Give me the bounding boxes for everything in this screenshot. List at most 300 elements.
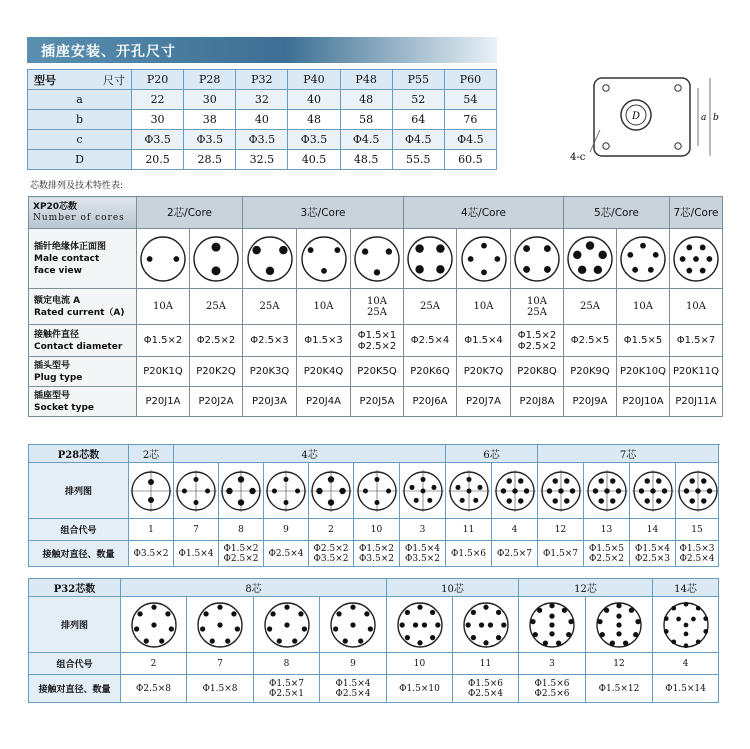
pin-dot <box>193 476 198 481</box>
cell: 20.5 <box>132 150 184 170</box>
diam-cell: Φ1.5×4 <box>174 541 219 567</box>
diam-line: Φ1.5×6 <box>468 678 503 689</box>
pin-dot <box>686 244 692 250</box>
pin-layout <box>519 597 586 653</box>
pin-dot <box>500 488 505 493</box>
p32-row-code: 组合代号 <box>29 653 121 675</box>
pin-dot <box>217 604 222 609</box>
pin-dot <box>435 622 440 627</box>
diam-cell <box>676 541 719 567</box>
socket-cn: 插座型号 <box>34 390 71 401</box>
pin-face-icon <box>355 469 399 513</box>
p32-group: 14芯 <box>653 579 719 597</box>
pin-dot <box>374 500 379 505</box>
xp20-head-row <box>29 197 723 229</box>
cell: 32.5 <box>236 150 288 170</box>
pin-dot <box>506 478 511 483</box>
current-cell: 25A <box>190 289 243 325</box>
pin-layout <box>400 463 446 519</box>
cell: 55.5 <box>392 150 444 170</box>
current-cell: 10A <box>137 289 190 325</box>
cell: 48 <box>340 90 392 110</box>
pin-dot <box>137 611 142 616</box>
pin-dot <box>272 488 277 493</box>
pin-dot <box>459 497 464 502</box>
pin-dot <box>543 640 548 645</box>
pin-layout <box>264 463 309 519</box>
cell: 30 <box>184 90 236 110</box>
pin-dot <box>404 609 409 614</box>
dim-row-d <box>28 150 497 170</box>
diam-cell: Φ1.5×7 <box>670 325 723 357</box>
row-label: b <box>28 110 132 130</box>
diam-line: Φ2.5×4 <box>468 688 503 699</box>
pin-dot <box>165 611 170 616</box>
pin-dot <box>623 640 628 645</box>
diam-cell <box>453 675 519 703</box>
pin-dot <box>470 634 475 639</box>
cell: Φ3.5 <box>236 130 288 150</box>
pin-dot <box>238 476 244 482</box>
pin-dot <box>495 634 500 639</box>
plug-cell: P20K5Q <box>351 357 404 387</box>
pin-dot <box>701 498 706 503</box>
pin-dot <box>656 498 661 503</box>
pin-dot <box>147 256 153 262</box>
pin-dot <box>629 607 634 612</box>
p32-group: 10芯 <box>387 579 519 597</box>
pin-dot <box>549 613 554 618</box>
diam-cell <box>519 675 586 703</box>
current-cell: 10A <box>457 289 511 325</box>
pin-dot <box>523 488 528 493</box>
pin-layout <box>446 463 492 519</box>
pin-face-icon <box>618 234 668 284</box>
pin-dot <box>549 622 554 627</box>
diam-cn: 接触件直径 <box>34 329 80 340</box>
cell: 64 <box>392 110 444 130</box>
diam-line: Φ2.5×3 <box>635 553 671 564</box>
pin-dot <box>562 607 567 612</box>
diam-line: Φ1.5×4 <box>405 543 440 554</box>
row-label-face <box>29 229 137 289</box>
pin-dot <box>616 631 621 636</box>
socket-cell: P20J5A <box>351 387 404 417</box>
code-cell: 12 <box>538 519 584 541</box>
pin-dot <box>374 269 380 275</box>
pin-dot <box>494 256 500 262</box>
pin-layout <box>121 597 187 653</box>
pin-dot <box>328 476 334 482</box>
cell: Φ4.5 <box>444 130 496 150</box>
diam-cell: Φ1.5×3 <box>297 325 351 357</box>
pin-dot <box>586 241 594 249</box>
pin-layout <box>254 597 320 653</box>
current-cell: 10A <box>670 289 723 325</box>
diam-cell <box>630 541 676 567</box>
pin-dot <box>151 604 156 609</box>
current-cell <box>511 289 564 325</box>
diam-line: Φ2.5×1 <box>269 688 304 699</box>
pin-layout <box>653 597 719 653</box>
pin-dot <box>616 613 621 618</box>
plug-cell: P20K4Q <box>297 357 351 387</box>
diam-cell <box>351 325 404 357</box>
diam-cell: Φ1.5×2 <box>137 325 190 357</box>
pin-face-icon <box>138 234 188 284</box>
pin-dot <box>653 251 659 257</box>
p28-head-row <box>29 445 719 463</box>
pin-dot <box>635 619 640 624</box>
group-2core: 2芯/Core <box>137 197 243 229</box>
pin-dot <box>564 478 569 483</box>
p28-group: 6芯 <box>446 445 538 463</box>
row-label: D <box>28 150 132 170</box>
pin-dot <box>415 244 423 252</box>
pin-face-icon <box>676 469 719 513</box>
diam-line: Φ1.5×5 <box>589 543 625 554</box>
diam-cell: Φ2.5×7 <box>492 541 538 567</box>
pin-dot <box>700 267 706 273</box>
dim-row-a <box>28 90 497 110</box>
cell: Φ4.5 <box>392 130 444 150</box>
socket-cell: P20J8A <box>511 387 564 417</box>
diam-line: Φ2.5×4 <box>679 553 715 564</box>
pin-dot <box>483 604 488 609</box>
pin-dot <box>558 488 563 493</box>
pin-dot <box>466 488 471 493</box>
pin-layout <box>309 463 354 519</box>
pin-dot <box>644 498 649 503</box>
current-cell <box>351 289 404 325</box>
diam-cell <box>400 541 446 567</box>
pin-dot <box>638 488 643 493</box>
code-cell: 13 <box>584 519 630 541</box>
pin-dot <box>284 604 289 609</box>
pin-face-icon <box>262 600 312 650</box>
socket-en: Socket type <box>34 402 94 413</box>
pin-dot <box>556 640 561 645</box>
code-cell: 7 <box>187 653 254 675</box>
face-en2: face view <box>34 265 82 276</box>
cell: 58 <box>340 110 392 130</box>
pin-dot <box>610 498 615 503</box>
pin-dot <box>686 267 692 273</box>
diam-cell: Φ3.5×2 <box>129 541 174 567</box>
pin-dot <box>552 478 557 483</box>
diam-line: Φ1.5×2 <box>223 543 259 554</box>
pin-dot <box>455 484 460 489</box>
pin-dot <box>133 626 138 631</box>
pin-dot <box>592 488 597 493</box>
pin-dot <box>597 619 602 624</box>
pin-face-icon <box>245 234 295 284</box>
diam-cell <box>584 541 630 567</box>
pin-dot <box>368 626 373 631</box>
current-cell: 25A <box>564 289 617 325</box>
pin-dot <box>252 245 260 253</box>
xp20-diameter-row <box>29 325 723 357</box>
pin-dot <box>663 629 668 634</box>
pin-face-icon <box>299 234 349 284</box>
pin-dot <box>203 611 208 616</box>
socket-cell: P20J4A <box>297 387 351 417</box>
diam-cell: Φ2.5×3 <box>243 325 297 357</box>
pin-dot <box>671 639 676 644</box>
pin-dot <box>413 497 418 502</box>
plug-cell: P20K11Q <box>670 357 723 387</box>
pin-layout <box>219 463 264 519</box>
pin-dot <box>598 478 603 483</box>
socket-cell: P20J9A <box>564 387 617 417</box>
pin-dot <box>656 478 661 483</box>
pin-dot <box>429 634 434 639</box>
pin-face-icon <box>309 469 353 513</box>
plug-cell: P20K9Q <box>564 357 617 387</box>
pin-face-icon <box>195 600 245 650</box>
code-cell: 2 <box>121 653 187 675</box>
plug-cell: P20K1Q <box>137 357 190 387</box>
p28-table <box>28 444 719 567</box>
pin-dot <box>615 488 620 493</box>
diam-line: Φ2.5×4 <box>335 688 371 699</box>
pin-dot <box>706 256 712 262</box>
diam-cell <box>320 675 387 703</box>
pin-face-icon <box>527 600 577 650</box>
pin-dot <box>478 622 483 627</box>
model-header: P28 <box>184 70 236 90</box>
diam-line: Φ2.5×2 <box>517 340 557 352</box>
socket-cell: P20J3A <box>243 387 297 417</box>
diam-cell: Φ2.5×2 <box>190 325 243 357</box>
pin-dot <box>283 476 288 481</box>
pin-dot <box>226 487 232 493</box>
pin-layout <box>404 229 457 289</box>
p28-row-code: 组合代号 <box>29 519 129 541</box>
cell: 22 <box>132 90 184 110</box>
pin-dot <box>412 622 417 627</box>
pin-dot <box>182 488 187 493</box>
socket-cell: P20J1A <box>137 387 190 417</box>
pin-face-icon <box>565 234 615 284</box>
pin-dot <box>420 476 425 481</box>
p28-diam-row <box>29 541 719 567</box>
pin-layout <box>538 463 584 519</box>
pin-dot <box>616 622 621 627</box>
xp20-face-row <box>29 229 723 289</box>
pin-dot <box>569 488 574 493</box>
code-cell: 3 <box>400 519 446 541</box>
pin-layout <box>351 229 404 289</box>
pin-face-icon <box>594 600 644 650</box>
cell: 40 <box>236 110 288 130</box>
pin-dot <box>235 626 240 631</box>
corner-left: 型号 <box>34 73 56 87</box>
p28-head: P28芯数 <box>29 445 129 463</box>
pin-dot <box>523 245 530 252</box>
socket-cell: P20J11A <box>670 387 723 417</box>
pin-dot <box>284 622 289 627</box>
diam-line: Φ2.5×6 <box>534 688 570 699</box>
plug-cell: P20K6Q <box>404 357 457 387</box>
pin-face-icon <box>264 469 308 513</box>
pin-dot <box>436 244 444 252</box>
current-cell: 10A <box>297 289 351 325</box>
pin-dot <box>600 632 605 637</box>
code-cell: 1 <box>129 519 174 541</box>
cell: Φ3.5 <box>132 130 184 150</box>
pin-dot <box>334 247 340 253</box>
connector-outline <box>515 237 559 281</box>
code-cell: 11 <box>446 519 492 541</box>
section-title: 芯数排列及技术特性表: <box>30 181 124 191</box>
diam-cell <box>254 675 320 703</box>
diam-cell: Φ1.5×6 <box>446 541 492 567</box>
pin-dot <box>339 487 345 493</box>
diam-line: Φ3.5×2 <box>405 553 440 564</box>
model-header: P55 <box>392 70 444 90</box>
socket-cell: P20J6A <box>404 387 457 417</box>
pin-face-icon <box>512 234 562 284</box>
code-cell: 11 <box>453 653 519 675</box>
cell: 40 <box>288 90 340 110</box>
pin-face-icon <box>671 234 721 284</box>
p32-row-arr: 排列图 <box>29 597 121 653</box>
pin-layout <box>174 463 219 519</box>
diam-line: Φ1.5×4 <box>335 678 371 689</box>
pin-dot <box>661 488 666 493</box>
pin-dot <box>431 484 436 489</box>
cell: 28.5 <box>184 150 236 170</box>
pin-dot <box>409 484 414 489</box>
pin-dot <box>594 265 602 273</box>
connector-outline <box>302 237 346 281</box>
model-header: P48 <box>340 70 392 90</box>
cell: Φ3.5 <box>288 130 340 150</box>
cell: 40.5 <box>288 150 340 170</box>
pin-dot <box>217 622 222 627</box>
pin-dot <box>676 616 681 621</box>
pin-dot <box>168 626 173 631</box>
pin-dot <box>683 643 688 648</box>
plug-en: Plug type <box>34 372 83 383</box>
diam-cell: Φ1.5×7 <box>538 541 584 567</box>
current-line: 25A <box>527 306 547 318</box>
pin-dot <box>650 488 655 493</box>
pin-layout <box>617 229 670 289</box>
diam-line: Φ1.5×1 <box>357 329 397 341</box>
pin-dot <box>604 488 609 493</box>
cell: 32 <box>236 90 288 110</box>
diam-cell: Φ1.5×12 <box>586 675 653 703</box>
pin-dot <box>205 488 210 493</box>
diam-line: Φ3.5×2 <box>359 553 394 564</box>
pin-dot <box>564 498 569 503</box>
pin-dot <box>604 607 609 612</box>
current-line: 25A <box>367 306 387 318</box>
code-cell: 15 <box>676 519 719 541</box>
pin-face-icon <box>395 600 445 650</box>
pin-dot <box>321 267 327 273</box>
pin-layout <box>187 597 254 653</box>
pin-dot <box>707 488 712 493</box>
code-cell: 8 <box>254 653 320 675</box>
pin-dot <box>537 607 542 612</box>
pin-dot <box>386 248 392 254</box>
pin-dot <box>350 604 355 609</box>
pin-dot <box>200 626 205 631</box>
pin-dot <box>644 478 649 483</box>
pin-layout <box>564 229 617 289</box>
row-label: a <box>28 90 132 110</box>
label-b: b <box>713 113 719 123</box>
pin-dot <box>701 478 706 483</box>
pin-dot <box>578 265 586 273</box>
code-cell: 9 <box>264 519 309 541</box>
pin-dot <box>690 498 695 503</box>
pin-dot <box>477 484 482 489</box>
pin-dot <box>212 242 221 251</box>
pin-dot <box>362 248 368 254</box>
pin-face-icon <box>401 469 445 513</box>
pin-dot <box>421 622 426 627</box>
label-a: a <box>701 113 707 123</box>
pin-dot <box>671 605 676 610</box>
code-cell: 10 <box>387 653 453 675</box>
pin-dot <box>501 622 506 627</box>
diam-cell: Φ1.5×14 <box>653 675 719 703</box>
code-cell: 12 <box>586 653 653 675</box>
pin-dot <box>512 488 517 493</box>
cell: 52 <box>392 90 444 110</box>
pin-dot <box>266 626 271 631</box>
diam-cell: Φ2.5×5 <box>564 325 617 357</box>
pin-layout <box>320 597 387 653</box>
pin-dot <box>143 638 148 643</box>
corner-cell <box>28 70 132 90</box>
p28-row-arr: 排列图 <box>29 463 129 519</box>
diam-cell: Φ2.5×4 <box>264 541 309 567</box>
pin-dot <box>301 626 306 631</box>
pin-dot <box>690 478 695 483</box>
pin-dot <box>523 265 530 272</box>
pin-dot <box>546 488 551 493</box>
pin-face-icon <box>661 600 711 650</box>
cell: 48 <box>288 110 340 130</box>
p32-code-row <box>29 653 719 675</box>
p28-group: 2芯 <box>129 445 174 463</box>
pin-face-icon <box>219 469 263 513</box>
pin-dot <box>544 245 551 252</box>
pin-dot <box>473 497 478 502</box>
section-header: 插座安装、开孔尺寸 <box>27 37 497 63</box>
p32-head-row <box>29 579 719 597</box>
code-cell: 7 <box>174 519 219 541</box>
pin-dot <box>703 616 708 621</box>
current-cn: 额定电流 A <box>34 295 81 306</box>
pin-dot <box>316 487 322 493</box>
pin-dot <box>598 250 606 258</box>
pin-dot <box>350 622 355 627</box>
current-line: 10A <box>367 295 387 307</box>
pin-dot <box>573 250 581 258</box>
group-3core: 3芯/Core <box>243 197 404 229</box>
model-header: P20 <box>132 70 184 90</box>
pin-dot <box>683 631 688 636</box>
pin-dot <box>225 638 230 643</box>
p28-arr-row <box>29 463 719 519</box>
pin-dot <box>429 609 434 614</box>
